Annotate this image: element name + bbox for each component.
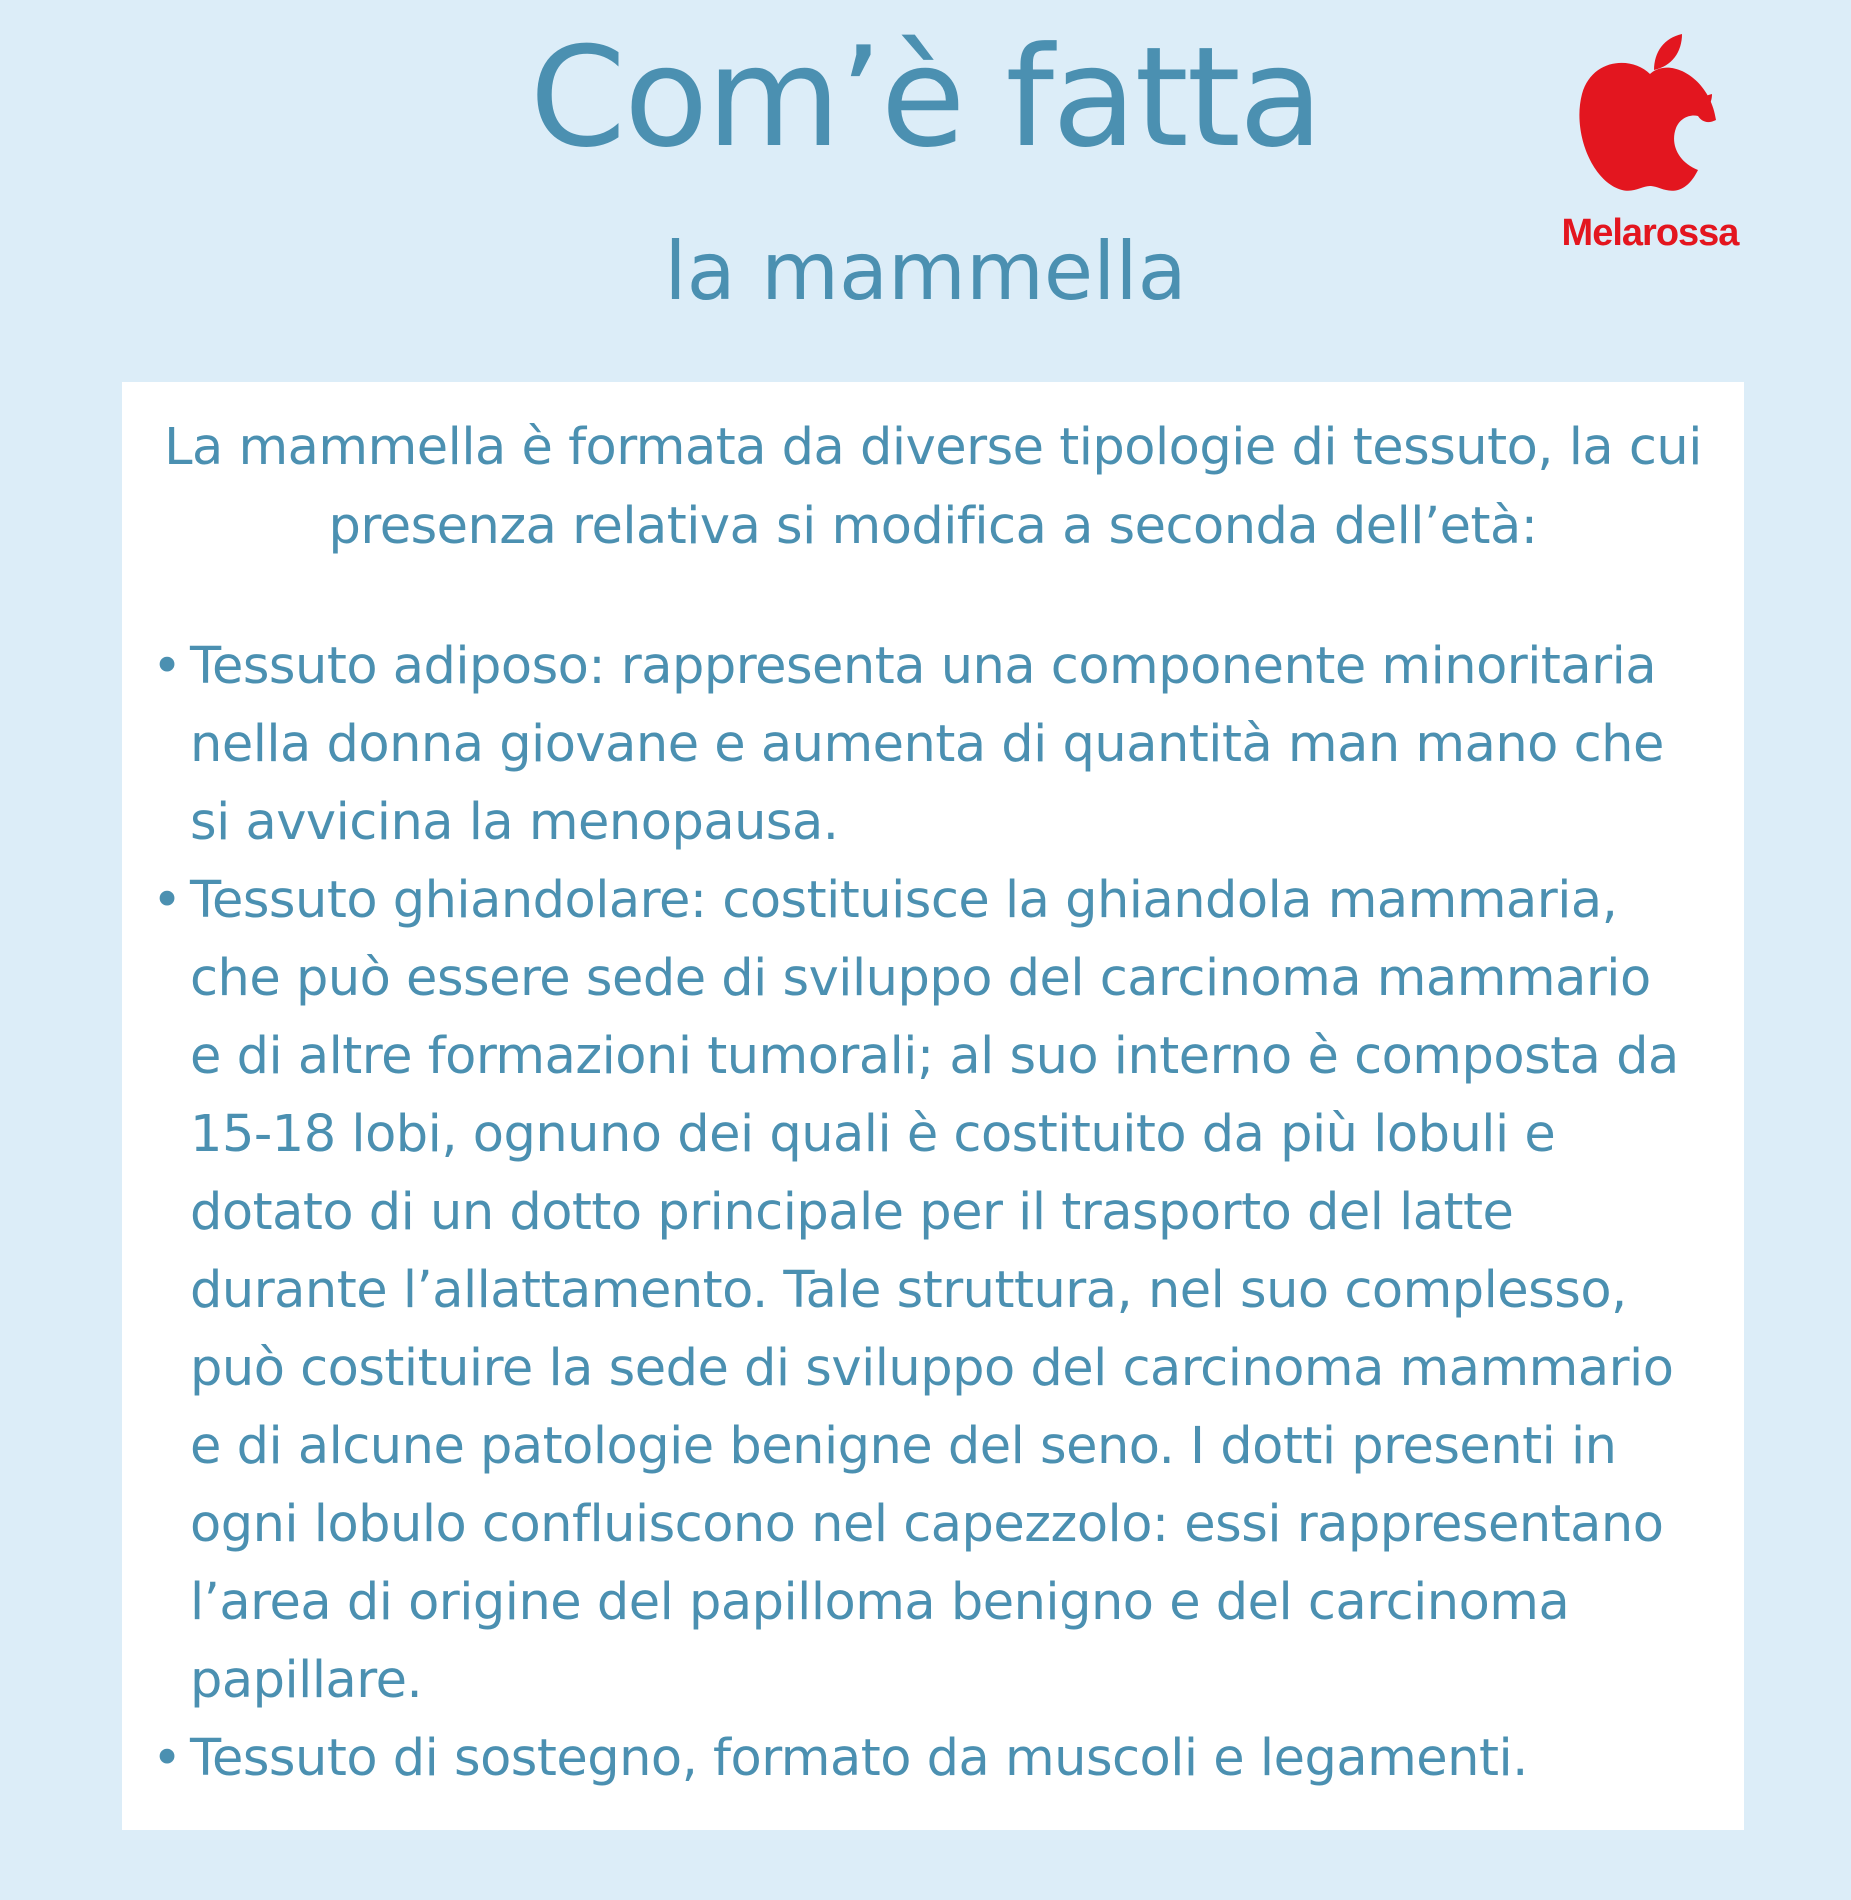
bullet: • [152, 637, 182, 696]
page-title: Com’è fatta [529, 17, 1322, 178]
page-subtitle: la mammella [664, 225, 1187, 318]
list-item-text: Tessuto ghiandolare: costituisce la ghiandola mammaria, che può essere sede di sviluppo del carcinoma mammario e di altre formazioni tumorali; al suo interno è composta da 15-18 lobi, ognuno dei quali è costituito da più lobuli e dotato di un dotto principale per il trasporto del latte durante l’allattamento. Tale struttura, nel suo complesso, può costituire la sede di sviluppo del carcinoma mammario e di alcune patologie benigne del seno. I dotti presenti in ogni lobulo confluiscono nel capezzolo: essi rappresentano l’area di origine del papilloma benigno e del carcinoma papillare. [190, 871, 1679, 1710]
list-item [152, 862, 1692, 1720]
content-card [122, 382, 1744, 1830]
bullet: • [152, 1729, 182, 1788]
bullet: • [152, 871, 182, 930]
tissue-list [152, 628, 1692, 1798]
brand-name: Melarossa [1561, 212, 1739, 254]
intro-text: La mammella è formata da diverse tipologie di tessuto, la cui presenza relativa si modifica a seconda dell’età: [164, 418, 1702, 556]
brand-logo [1540, 32, 1760, 262]
list-item-text: Tessuto di sostegno, formato da muscoli e legamenti. [190, 1729, 1528, 1788]
list-item [152, 628, 1692, 862]
list-item-text: Tessuto adiposo: rappresenta una componente minoritaria nella donna giovane e aumenta di quantità man mano che si avvicina la menopausa. [190, 637, 1664, 852]
list-item [152, 1720, 1692, 1798]
apple-icon [1570, 32, 1730, 202]
